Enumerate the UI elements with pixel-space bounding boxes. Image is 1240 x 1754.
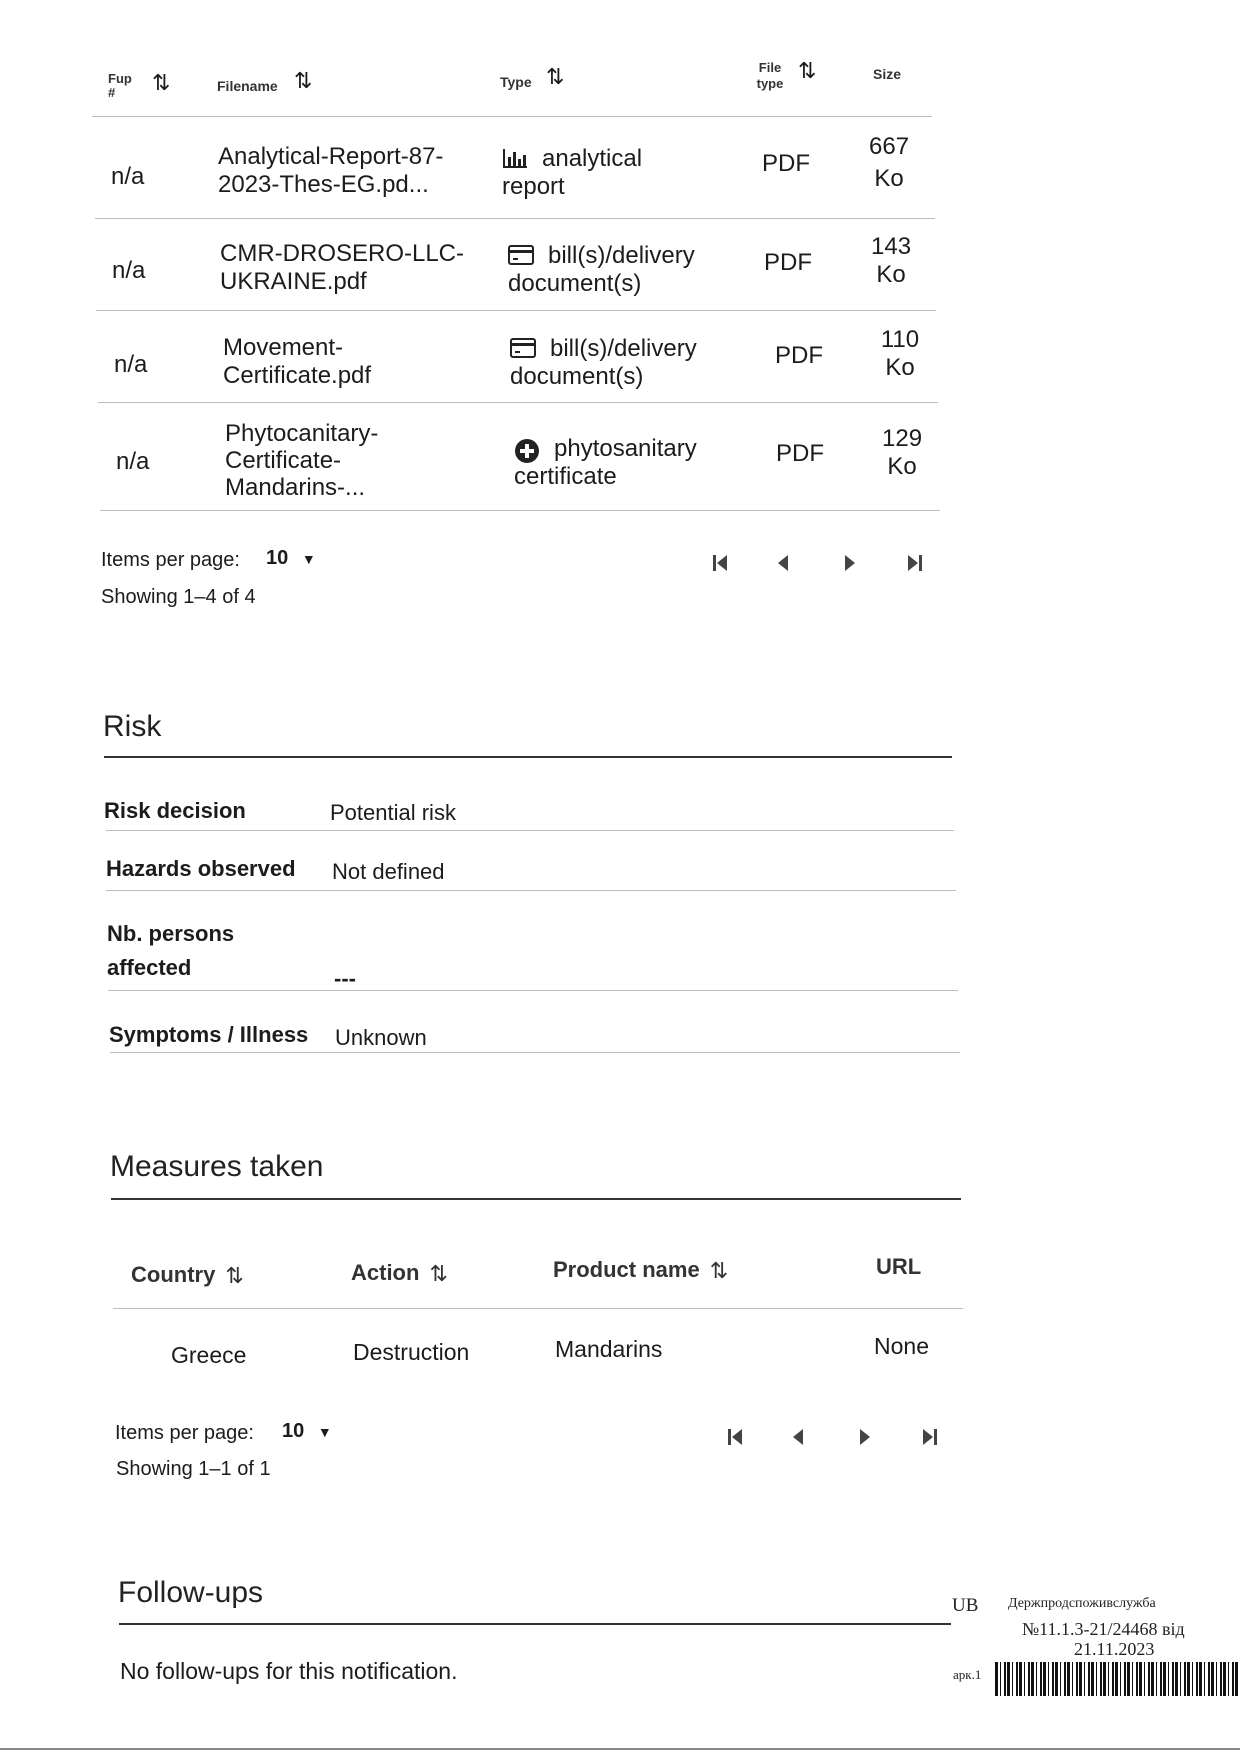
country-cell: Greece [171, 1342, 247, 1368]
column-header-action[interactable] [351, 1260, 448, 1287]
filename-line: Certificate- [225, 447, 342, 474]
type-cell [508, 242, 695, 298]
size-cell [882, 425, 922, 481]
divider [108, 990, 958, 991]
filename-line: Certificate.pdf [223, 362, 372, 389]
column-header-size [873, 66, 901, 82]
section-title: Risk [103, 710, 162, 743]
section-divider [119, 1623, 951, 1625]
column-header-action-label: Action [351, 1260, 420, 1285]
section-title: Measures taken [110, 1150, 324, 1183]
column-header-country-label: Country [131, 1262, 216, 1287]
items-per-page-label: Items per page: [101, 549, 240, 571]
sort-icon[interactable]: ⇅ [546, 64, 565, 89]
type-line: analytical [542, 145, 643, 172]
first-page-button[interactable] [710, 552, 732, 574]
filetype-cell: PDF [776, 440, 824, 467]
section-divider [111, 1198, 961, 1200]
hazards-value: Not defined [332, 859, 445, 884]
next-page-button[interactable] [838, 552, 860, 574]
last-page-icon [918, 1426, 940, 1448]
size-cell [871, 233, 911, 289]
first-page-icon [710, 552, 732, 574]
type-cell [510, 335, 697, 391]
size-unit: Ko [876, 261, 906, 288]
column-header-product[interactable] [553, 1257, 728, 1284]
barcode [995, 1662, 1239, 1696]
type-cell [502, 145, 642, 201]
last-page-button[interactable] [903, 552, 925, 574]
scan-edge [0, 1748, 1240, 1750]
stamp-sheet: арк.1 [953, 1667, 982, 1682]
divider [96, 310, 936, 311]
divider [95, 218, 935, 219]
type-line: document(s) [508, 270, 642, 297]
risk-decision-label: Risk decision [104, 798, 246, 823]
section-title: Follow-ups [118, 1576, 264, 1609]
persons-affected-label-line: affected [107, 955, 192, 980]
filename-cell[interactable] [225, 420, 378, 501]
fup-cell: n/a [114, 351, 148, 378]
filename-line: Mandarins-... [225, 474, 366, 501]
size-value: 129 [882, 425, 923, 452]
column-header-fup-label: Fup # [108, 71, 132, 100]
items-per-page-select[interactable] [282, 1420, 332, 1443]
column-header-url: URL [876, 1254, 922, 1279]
dropdown-arrow-icon: ▼ [317, 1424, 332, 1440]
sort-icon: ⇅ [225, 1263, 244, 1289]
filetype-cell: PDF [762, 150, 810, 177]
size-unit: Ko [874, 165, 904, 192]
next-page-icon [838, 552, 860, 574]
column-header-filename[interactable] [217, 78, 278, 94]
previous-page-button[interactable] [773, 552, 795, 574]
items-per-page-label: Items per page: [115, 1422, 254, 1444]
size-cell [880, 326, 920, 382]
size-unit: Ko [885, 354, 915, 381]
stamp-ub: UB [952, 1595, 979, 1616]
column-header-fup[interactable] [108, 72, 138, 100]
symptoms-value: Unknown [335, 1025, 427, 1050]
section-divider [104, 756, 952, 758]
card-icon [508, 244, 534, 266]
sort-icon[interactable]: ⇅ [798, 58, 817, 83]
divider [98, 402, 938, 403]
type-cell [514, 435, 697, 491]
risk-decision-value: Potential risk [330, 800, 456, 825]
column-header-type[interactable] [500, 74, 532, 90]
next-page-icon [853, 1426, 875, 1448]
previous-page-icon [788, 1426, 810, 1448]
column-header-type-label: Type [500, 74, 532, 90]
url-cell[interactable]: None [874, 1333, 929, 1359]
next-page-button[interactable] [853, 1426, 875, 1448]
stamp-number: №11.1.3-21/24468 від [1022, 1619, 1185, 1639]
last-page-icon [903, 552, 925, 574]
range-label: Showing 1–4 of 4 [101, 586, 256, 608]
size-value: 110 [880, 326, 920, 353]
type-line: bill(s)/delivery [548, 242, 695, 269]
divider [106, 890, 956, 891]
persons-affected-label-line: Nb. persons [107, 921, 235, 946]
hazards-label: Hazards observed [106, 856, 296, 881]
previous-page-button[interactable] [788, 1426, 810, 1448]
size-value: 143 [871, 233, 912, 260]
type-line: document(s) [510, 363, 644, 390]
followups-empty-text: No follow-ups for this notification. [120, 1658, 458, 1684]
first-page-icon [725, 1426, 747, 1448]
divider [92, 116, 932, 117]
column-header-filetype-label: File type [756, 60, 784, 91]
type-line: certificate [514, 463, 617, 490]
type-line: report [502, 173, 565, 200]
column-header-country[interactable] [131, 1262, 244, 1289]
size-unit: Ko [887, 453, 917, 480]
previous-page-icon [773, 552, 795, 574]
column-header-product-label: Product name [553, 1257, 700, 1282]
filename-line: Analytical-Report-87- [218, 143, 444, 170]
divider [100, 510, 940, 511]
sort-icon[interactable]: ⇅ [152, 70, 171, 95]
filename-line: Movement- [223, 334, 344, 361]
filename-cell[interactable] [218, 143, 443, 199]
fup-cell: n/a [116, 448, 150, 475]
stamp-date: 21.11.2023 [1074, 1639, 1155, 1659]
range-label: Showing 1–1 of 1 [116, 1458, 271, 1480]
last-page-button[interactable] [918, 1426, 940, 1448]
filename-line: 2023-Thes-EG.pd... [218, 171, 429, 198]
card-icon [510, 337, 536, 359]
size-value: 667 [869, 133, 910, 160]
fup-cell: n/a [112, 257, 146, 284]
items-per-page-select[interactable] [266, 547, 316, 570]
symptoms-label: Symptoms / Illness [109, 1022, 309, 1047]
column-header-size-label: Size [873, 66, 902, 82]
plus-circle-icon [514, 438, 540, 460]
filename-cell[interactable] [220, 240, 464, 296]
items-per-page-value: 10 [282, 1420, 305, 1442]
type-line: phytosanitary [554, 435, 697, 462]
items-per-page-value: 10 [266, 547, 289, 569]
sort-icon: ⇅ [429, 1261, 448, 1287]
column-header-filename-label: Filename [217, 78, 278, 94]
divider [110, 1052, 960, 1053]
persons-affected-label [107, 917, 234, 985]
stamp-agency: Держпродспоживслужба [1008, 1596, 1156, 1611]
filename-line: CMR-DROSERO-LLC- [220, 240, 465, 267]
product-cell: Mandarins [555, 1336, 663, 1362]
filetype-cell: PDF [775, 342, 823, 369]
divider [106, 830, 954, 831]
filename-line: Phytocanitary- [225, 420, 379, 447]
fup-cell: n/a [111, 163, 145, 190]
sort-icon[interactable]: ⇅ [294, 68, 313, 93]
column-header-filetype[interactable] [750, 60, 790, 92]
divider [113, 1308, 963, 1309]
size-cell [869, 133, 909, 193]
first-page-button[interactable] [725, 1426, 747, 1448]
type-line: bill(s)/delivery [550, 335, 697, 362]
filename-cell[interactable] [223, 334, 371, 390]
persons-affected-value: --- [334, 966, 356, 991]
sort-icon: ⇅ [709, 1258, 729, 1284]
bar-chart-icon [502, 147, 528, 169]
dropdown-arrow-icon: ▼ [301, 551, 316, 567]
filename-line: UKRAINE.pdf [220, 268, 367, 295]
action-cell: Destruction [353, 1339, 470, 1365]
filetype-cell: PDF [764, 249, 812, 276]
